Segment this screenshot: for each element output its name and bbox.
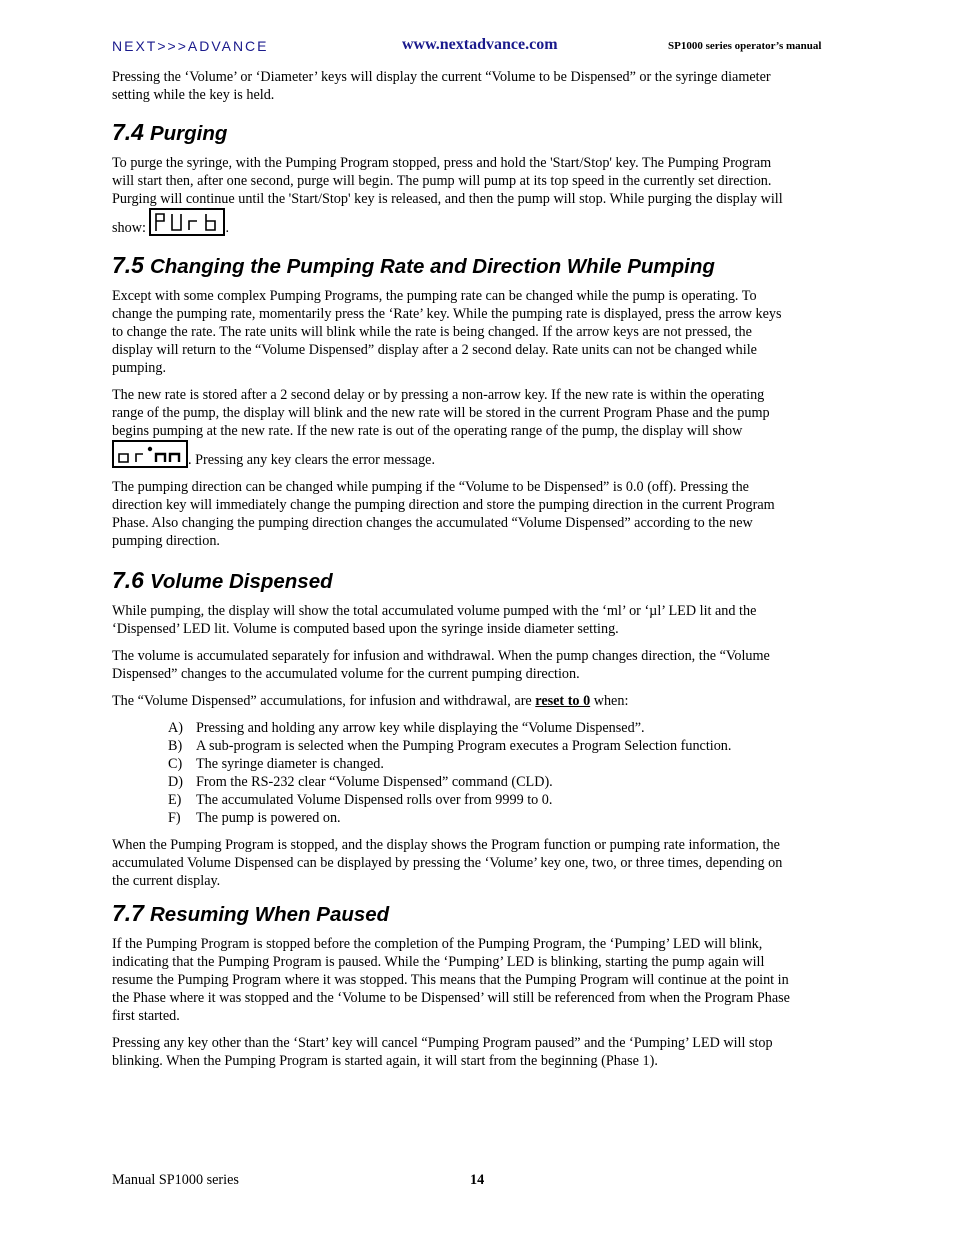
- rate-paragraph-2: The new rate is stored after a 2 second delay or by pressing a non-arrow key. If the new rate is within the operating range of the pump, the display will blink and the new rate will be stored in the current Program Phase and the pump begins pumping at the new rate. If the new rate is out of the operating range of the pump, the display will show . Pressing any key clears the error message.: [112, 387, 770, 468]
- list-item: C) The syringe diameter is changed.: [168, 756, 384, 772]
- purging-paragraph: To purge the syringe, with the Pumping Program stopped, press and hold the 'Start/Stop' key. The Pumping Program will start then, after one second, purge will begin. The pump will pump at its top speed in the currently set direction. Purging will continue until the 'Start/Stop' key is released, and then the pump will stop. While purging the display will show: .: [112, 155, 783, 236]
- rate-paragraph-3: The pumping direction can be changed while pumping if the “Volume to be Dispensed” is 0.0 (off). Pressing the direction key will immediately change the pumping direction and store the pumping direction in the current Program Phase. Also changing the pumping direction changes the accumulated “Volume Dispensed” according to the new pumping direction.: [112, 479, 775, 549]
- list-item: F) The pump is powered on.: [168, 810, 341, 826]
- lcd-display-purge-icon: [149, 208, 225, 236]
- section-number: 7.7: [112, 900, 144, 926]
- manual-title: SP1000 series operator’s manual: [668, 40, 822, 52]
- page-number: 14: [470, 1172, 485, 1188]
- section-heading-7-6: [112, 566, 792, 596]
- list-item: B) A sub-program is selected when the Pumping Program executes a Program Selection function.: [168, 738, 732, 754]
- section-heading-7-5: [112, 251, 792, 281]
- section-title: Resuming When Paused: [149, 903, 390, 926]
- page-header: [0, 36, 954, 60]
- volume-paragraph-4: When the Pumping Program is stopped, and the display shows the Program function or pumping rate information, the accumulated Volume Dispensed can be displayed by pressing the ‘Volume’ key one, two, or three times, depending on the current display.: [112, 837, 783, 889]
- resume-paragraph-2: Pressing any key other than the ‘Start’ key will cancel “Pumping Program paused” and the ‘Pumping’ LED will stop blinking. When the Pumping Program is started again, it will start from the beginning (Phase 1).: [112, 1035, 773, 1069]
- reset-emphasis: reset to 0: [535, 693, 591, 709]
- section-title: Purging: [149, 122, 228, 145]
- brand-logo: NEXT>>>ADVANCE: [112, 38, 269, 54]
- purging-text: To purge the syringe, with the Pumping Program stopped, press and hold the 'Start/Stop' key. The Pumping Program will start then, after one second, purge will begin. The pump will pump at its top speed in the currently set direction. Purging will continue until the 'Start/Stop' key is released, and then the pump will stop. While purging the display will show:: [112, 155, 783, 236]
- footer-manual-name: Manual SP1000 series: [112, 1172, 239, 1188]
- list-item: E) The accumulated Volume Dispensed rolls over from 9999 to 0.: [168, 792, 553, 808]
- page-body: [112, 68, 792, 1079]
- section-number: 7.6: [112, 567, 144, 593]
- section-title: Volume Dispensed: [149, 570, 333, 593]
- volume-paragraph-2: The volume is accumulated separately for infusion and withdrawal. When the pump changes direction, the “Volume Dispensed” changes to the accumulated volume for the current pumping direction.: [112, 648, 770, 682]
- section-heading-7-7: [112, 899, 792, 929]
- reset-conditions-list: [112, 719, 792, 827]
- volume-paragraph-3: The “Volume Dispensed” accumulations, for infusion and withdrawal, are reset to 0 when:: [112, 693, 629, 709]
- lcd-display-error-icon: [112, 440, 188, 468]
- rate-paragraph-1: Except with some complex Pumping Programs, the pumping rate can be changed while the pump is operating. To change the pumping rate, momentarily press the ‘Rate’ key. While the pumping rate is displayed, press the arrow keys to change the rate. The rate units will blink while the rate is being changed. If the arrow keys are not pressed, the display will return to the “Volume Dispensed” display after a 2 second delay. Rate units can not be changed while pumping.: [112, 288, 782, 376]
- website-url[interactable]: www.nextadvance.com: [402, 36, 558, 53]
- section-number: 7.5: [112, 252, 144, 278]
- intro-paragraph: Pressing the ‘Volume’ or ‘Diameter’ keys will display the current “Volume to be Dispensed” or the syringe diameter setting while the key is held.: [112, 69, 771, 103]
- section-heading-7-4: [112, 118, 792, 148]
- section-number: 7.4: [112, 119, 144, 145]
- resume-paragraph-1: If the Pumping Program is stopped before the completion of the Pumping Program, the ‘Pumping’ LED will blink, indicating that the Pumping Program is paused. While the ‘Pumping’ LED is blinking, starting the pump again will resume the Pumping Program where it was stopped. This means that the Pumping Program will continue at the point in the Phase where it was stopped and the ‘Volume to be Dispensed’ will still be referenced from when the Program Phase first started.: [112, 936, 790, 1024]
- list-item: A) Pressing and holding any arrow key while displaying the “Volume Dispensed”.: [168, 720, 645, 736]
- volume-paragraph-1: While pumping, the display will show the total accumulated volume pumped with the ‘ml’ or ‘µl’ LED lit and the ‘Dispensed’ LED lit. Volume is computed based upon the syringe inside diameter setting.: [112, 603, 757, 637]
- section-title: Changing the Pumping Rate and Direction While Pumping: [149, 255, 715, 278]
- list-item: D) From the RS-232 clear “Volume Dispensed” command (CLD).: [168, 774, 553, 790]
